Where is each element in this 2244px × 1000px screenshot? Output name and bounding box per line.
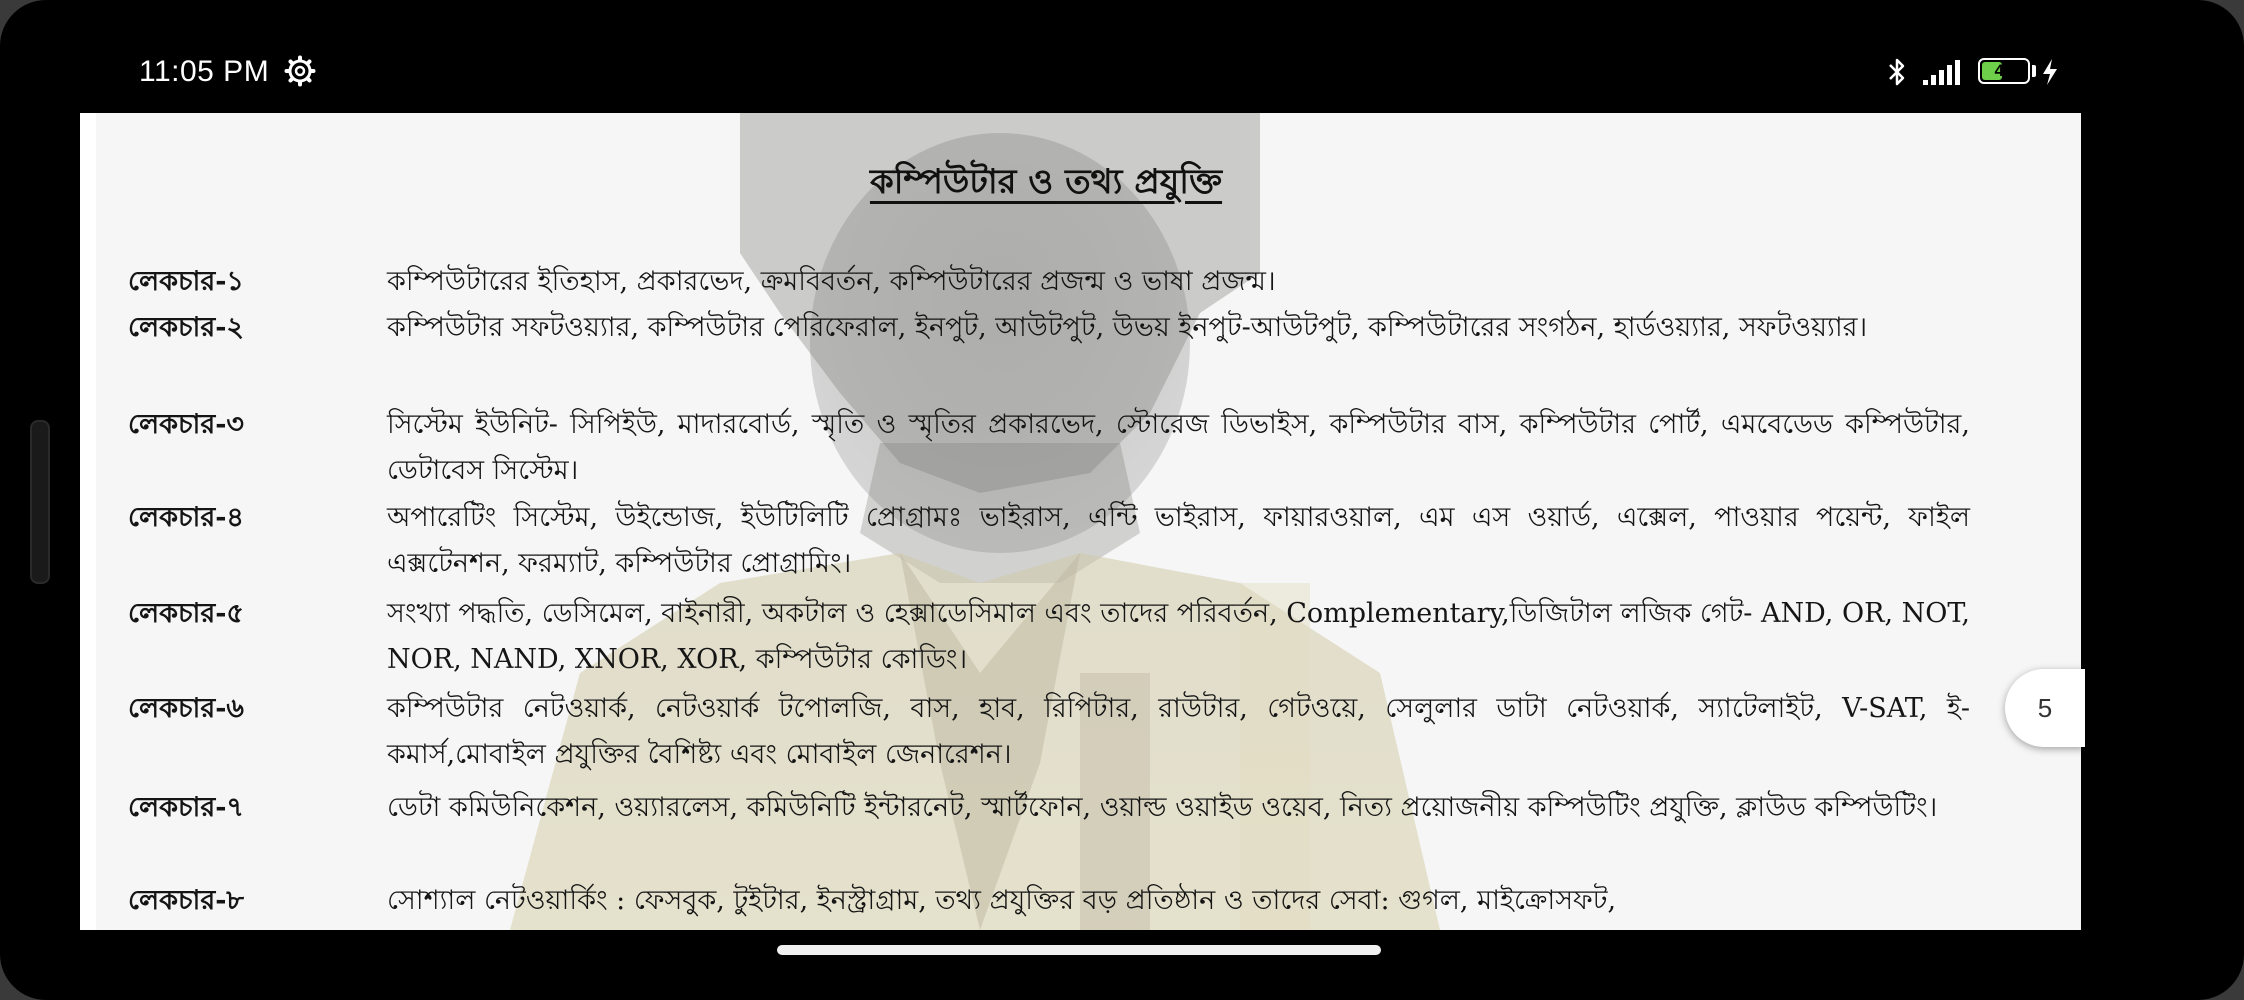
status-time: 11:05 PM bbox=[139, 55, 270, 88]
lecture-label: লেকচার-৭ bbox=[128, 792, 244, 823]
lecture-label: লেকচার-১ bbox=[128, 266, 244, 297]
status-bar bbox=[0, 0, 2244, 112]
lecture-text: ডেটা কমিউনিকেশন, ওয়্যারলেস, কমিউনিটি ইন্টারনেট, স্মার্টফোন, ওয়াল্ড ওয়াইড ওয়েব, নিত্য প্রয়োজনীয় কম্পিউটিং প্রযুক্তি, ক্লাউড কম্পিউটিং। bbox=[387, 792, 1938, 823]
lecture-text: কম্পিউটার সফটওয়্যার, কম্পিউটার পেরিফেরাল, ইনপুট, আউটপুট, উভয় ইনপুট-আউটপুট, কম্পিউটারের সংগঠন, হার্ডওয়্যার, সফটওয়্যার। bbox=[387, 312, 1868, 343]
bluetooth-icon bbox=[1886, 56, 1908, 88]
lecture-text: সোশ্যাল নেটওয়ার্কিং : ফেসবুক, টুইটার, ইনস্ট্রাগ্রাম, তথ্য প্রযুক্তির বড় প্রতিষ্ঠান ও তাদের সেবা: গুগল, মাইক্রোসফট, bbox=[387, 885, 1617, 916]
battery-icon bbox=[1978, 58, 2030, 84]
page-title: কম্পিউটার ও তথ্য প্রযুক্তি bbox=[869, 162, 1223, 202]
battery-level: 45 bbox=[1994, 61, 2014, 80]
lecture-label: লেকচার-৪ bbox=[128, 502, 244, 533]
lecture-text: কম্পিউটারের ইতিহাস, প্রকারভেদ, ক্রমবিবর্তন, কম্পিউটারের প্রজন্ম ও ভাষা প্রজন্ম। bbox=[387, 266, 1276, 297]
lecture-text: অপারেটিং সিস্টেম, উইন্ডোজ, ইউটিলিটি প্রোগ্রামঃ ভাইরাস, এন্টি ভাইরাস, ফায়ারওয়াল, এম এস ওয়ার্ড, এক্সেল, পাওয়ার পয়েন্ট, ফাইল এক্সটেনশন, ফরম্যাট, কম্পিউটার প্রোগ্রামিং। bbox=[387, 502, 1970, 579]
lecture-label: লেকচার-২ bbox=[128, 312, 244, 343]
document-page bbox=[80, 113, 2081, 930]
lecture-label: লেকচার-৩ bbox=[128, 409, 244, 440]
document-viewer[interactable] bbox=[80, 113, 2081, 930]
home-indicator-bar[interactable] bbox=[777, 945, 1381, 955]
signal-icon bbox=[1922, 58, 1964, 86]
lecture-label: লেকচার-৫ bbox=[128, 598, 244, 629]
lecture-text: সিস্টেম ইউনিট- সিপিইউ, মাদারবোর্ড, স্মৃতি ও স্মৃতির প্রকারভেদ, স্টোরেজ ডিভাইস, কম্পিউটার বাস, কম্পিউটার পোর্ট, এমবেডেড কম্পিউটার, ডেটাবেস সিস্টেম। bbox=[387, 409, 1970, 486]
lecture-text: কম্পিউটার নেটওয়ার্ক, নেটওয়ার্ক টপোলজি, বাস, হাব, রিপিটার, রাউটার, গেটওয়ে, সেলুলার ডাটা নেটওয়ার্ক, স্যাটেলাইট, V-SAT, ই-কমার্স,মোবাইল প্রযুক্তির বৈশিষ্ট্য এবং মোবাইল জেনারেশন। bbox=[387, 693, 1970, 770]
lecture-text: সংখ্যা পদ্ধতি, ডেসিমেল, বাইনারী, অকটাল ও হেক্সাডেসিমাল এবং তাদের পরিবর্তন, Complementary,ডিজিটাল লজিক গেট- AND, OR, NOT, NOR, NAND, XNOR, XOR, কম্পিউটার কোডিং। bbox=[387, 598, 1970, 675]
lecture-label: লেকচার-৮ bbox=[128, 885, 244, 916]
battery-tip bbox=[2032, 65, 2036, 77]
charging-icon bbox=[2040, 56, 2060, 88]
lecture-label: লেকচার-৬ bbox=[128, 693, 244, 724]
side-button bbox=[30, 420, 50, 584]
gear-icon bbox=[284, 55, 316, 87]
page-number-indicator[interactable]: 5 bbox=[2005, 669, 2085, 747]
